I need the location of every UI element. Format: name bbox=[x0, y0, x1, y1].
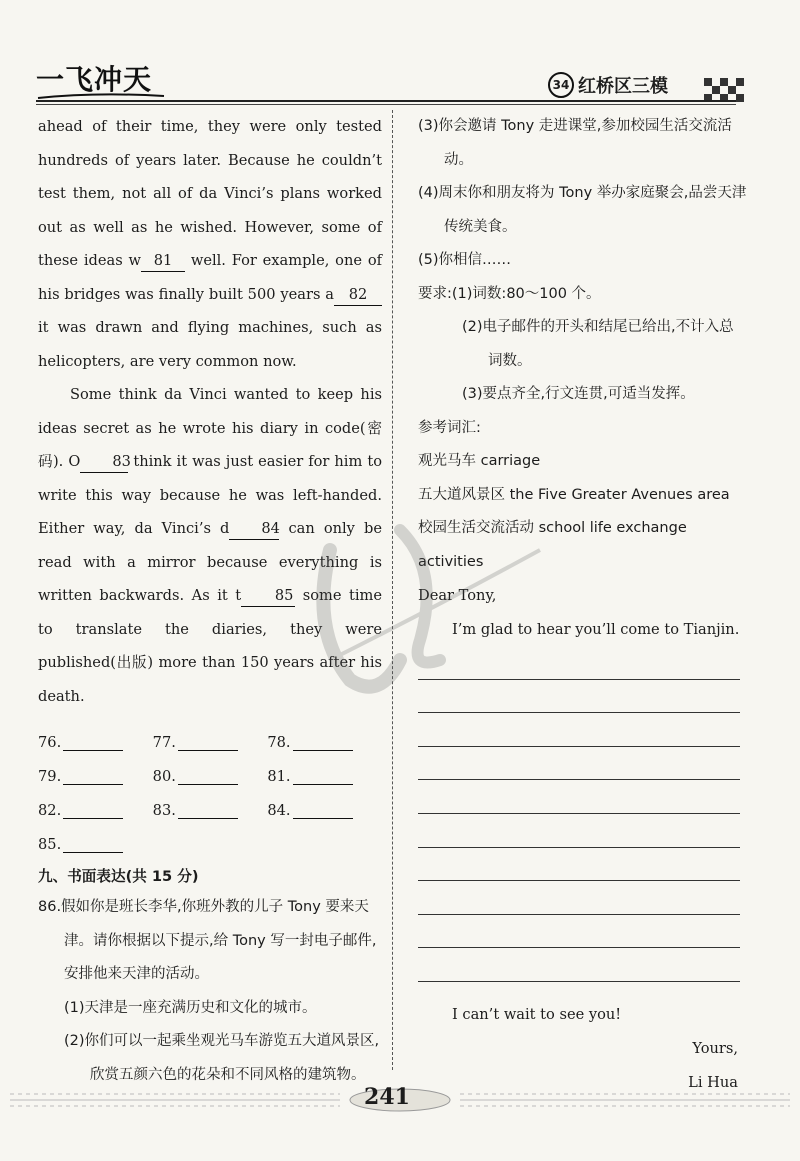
writing-line[interactable] bbox=[418, 915, 740, 949]
writing-line[interactable] bbox=[418, 881, 740, 915]
writing-line[interactable] bbox=[418, 780, 740, 814]
answer-field-81[interactable] bbox=[293, 770, 353, 785]
vocab-title: 参考词汇: bbox=[418, 419, 481, 436]
writing-line[interactable] bbox=[418, 814, 740, 848]
exam-badge bbox=[548, 72, 668, 98]
task-prompt: 86.假如你是班长李华,你班外教的儿子 Tony 要来天津。请你根据以下提示,给 Tony 写一封电子邮件,安排他来天津的活动。 bbox=[38, 899, 377, 982]
vocab-item-3: 校园生活交流活动 school life exchange activities bbox=[418, 520, 687, 570]
blank-83[interactable]: 83 bbox=[80, 452, 128, 473]
header-rule bbox=[36, 100, 736, 102]
opening-line: I’m glad to hear you’ll come to Tianjin. bbox=[452, 620, 740, 638]
watermark-logo-icon bbox=[290, 510, 550, 710]
answer-field-82[interactable] bbox=[63, 804, 123, 819]
requirement-2: (2)电子邮件的开头和结尾已给出,不计入总词数。 bbox=[462, 319, 734, 369]
task-tip-1: (1)天津是一座充满历史和文化的城市。 bbox=[64, 999, 317, 1016]
signature-name: Li Hua bbox=[688, 1073, 738, 1091]
exam-title: 红桥区三模 bbox=[578, 76, 668, 97]
answer-field-84[interactable] bbox=[293, 804, 353, 819]
writing-line[interactable] bbox=[418, 948, 740, 982]
answer-field-76[interactable] bbox=[63, 736, 123, 751]
writing-line[interactable] bbox=[418, 848, 740, 882]
task-tip-5: (5)你相信…… bbox=[418, 252, 512, 268]
writing-line[interactable] bbox=[418, 747, 740, 781]
blank-84[interactable]: 84 bbox=[229, 519, 279, 540]
answer-field-77[interactable] bbox=[178, 736, 238, 751]
writing-line[interactable] bbox=[418, 713, 740, 747]
closing-line: I can’t wait to see you! bbox=[452, 1005, 622, 1023]
requirement-3: (3)要点齐全,行文连贯,可适当发挥。 bbox=[462, 386, 695, 402]
task-tip-3: (3)你会邀请 Tony 走进课堂,参加校园生活交流活动。 bbox=[418, 118, 732, 168]
answer-field-83[interactable] bbox=[178, 804, 238, 819]
blank-85[interactable]: 85 bbox=[241, 586, 295, 607]
blank-81[interactable]: 81 bbox=[141, 251, 185, 272]
answer-field-85[interactable] bbox=[63, 838, 123, 853]
vocab-item-1: 观光马车 carriage bbox=[418, 453, 541, 469]
answer-field-79[interactable] bbox=[63, 770, 123, 785]
answer-field-80[interactable] bbox=[178, 770, 238, 785]
answer-field-78[interactable] bbox=[293, 736, 353, 751]
page-header bbox=[0, 0, 800, 110]
page-number: 241 bbox=[364, 1084, 410, 1110]
task-tip-2: (2)你们可以一起乘坐观光马车游览五大道风景区,欣赏五颜六色的花朵和不同风格的建筑物。 bbox=[64, 1033, 380, 1083]
answer-grid: 76. 77. 78. 79. 80. 81. 82. 83. 84. 85. bbox=[38, 717, 382, 853]
vocab-item-2: 五大道风景区 the Five Greater Avenues area bbox=[418, 486, 730, 503]
section-title: 九、书面表达(共 15 分) bbox=[38, 868, 199, 885]
brand-title: 一飞冲天 bbox=[36, 63, 153, 96]
task-tip-4: (4)周末你和朋友将为 Tony 举办家庭聚会,品尝天津传统美食。 bbox=[418, 185, 747, 235]
passage-paragraph-1: ahead of their time, they were only tested hundreds of years later. Because he couldn’t test them, not all of da Vinci’s plans worked out as well as he wished. However, some of these ideas w 81 well. For example, one of his bridges was finally built 500 years a 82 it was drawn and flying machines, such as helicopters, are very common now. bbox=[38, 118, 383, 370]
passage-paragraph-2: Some think da Vinci wanted to keep his ideas secret as he wrote his diary in code(密码). O 83 think it was just easier for him to write this way because he was left-handed. Either way, da Vinci’s d 84 can only be read with a mirror because everything is written backwards. As it t 85 some time to translate the diaries, they were published(出版) more than 150 years after his death. bbox=[38, 386, 382, 705]
blank-82[interactable]: 82 bbox=[334, 285, 382, 306]
exam-number: 34 bbox=[548, 72, 574, 98]
requirements: 要求:(1)词数:80～100 个。 bbox=[418, 285, 601, 302]
header-rule-thin bbox=[36, 104, 736, 105]
salutation: Dear Tony, bbox=[418, 587, 497, 604]
signoff: Yours, bbox=[692, 1039, 738, 1057]
